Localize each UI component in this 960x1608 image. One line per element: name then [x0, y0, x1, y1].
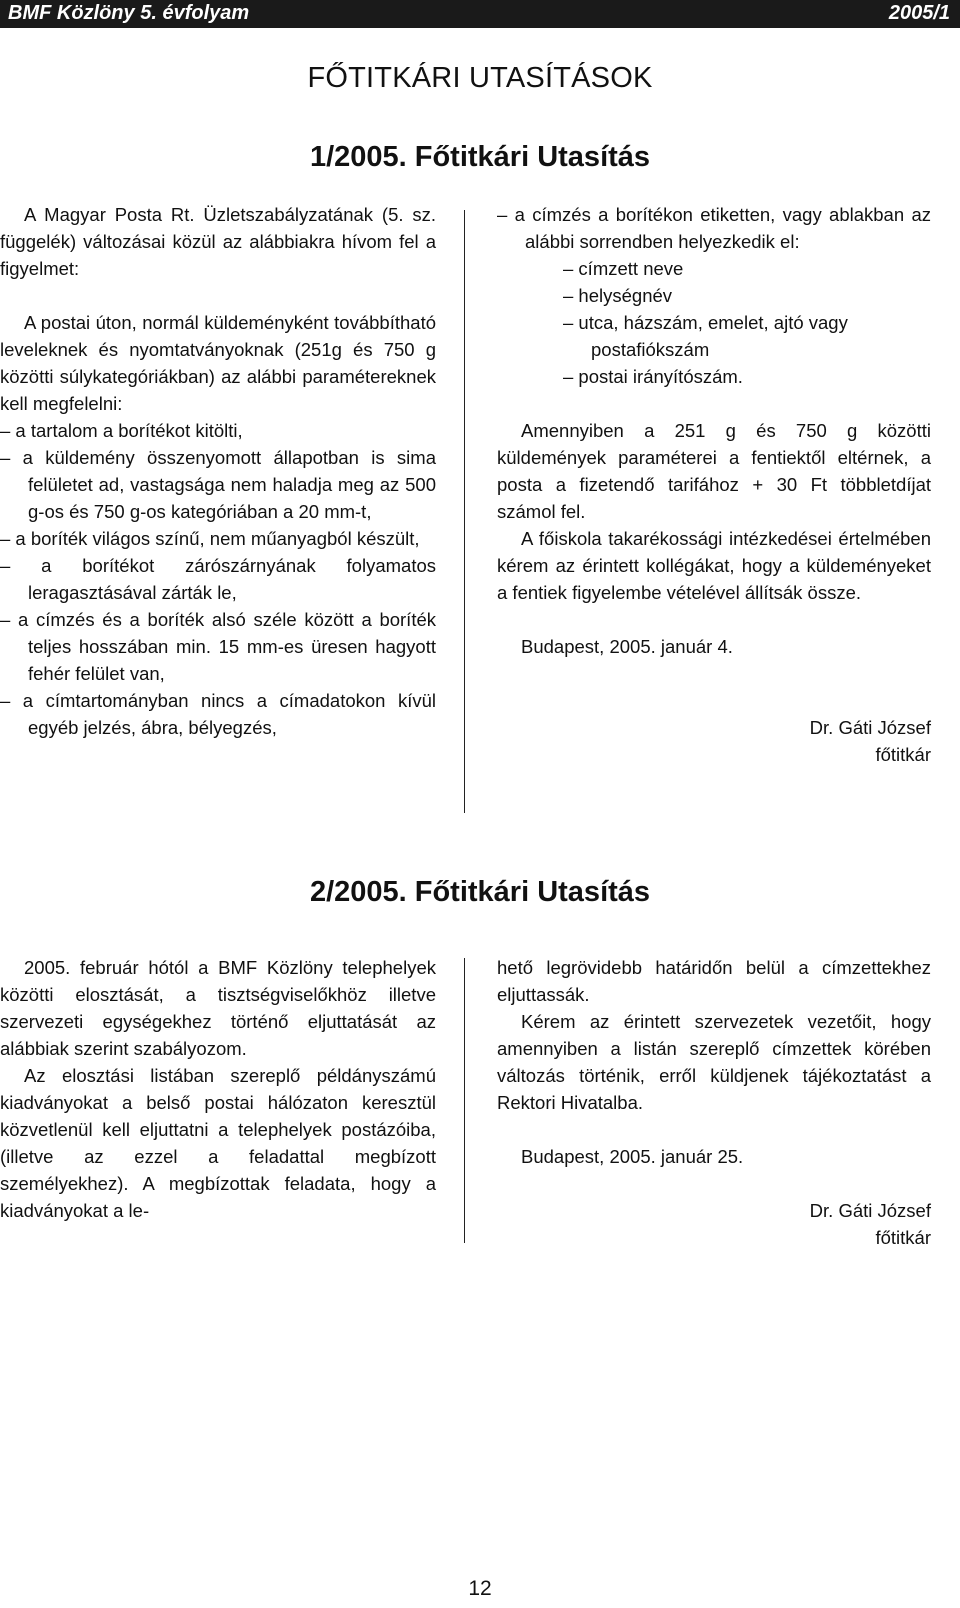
doc1-list-item: – a címzés és a boríték alsó széle között a boríték teljes hosszában min. 15 mm-es üresen hagyott fehér felület van,: [0, 609, 436, 684]
doc1-list-item: – a címtartományban nincs a címadatokon kívül egyéb jelzés, ábra, bélyegzés,: [0, 690, 436, 738]
doc1-address-subitem: – címzett neve: [563, 258, 684, 279]
doc1-title: 1/2005. Főtitkári Utasítás: [309, 141, 651, 173]
section-title: FŐTITKÁRI UTASÍTÁSOK: [307, 62, 653, 94]
page-header: [0, 0, 960, 28]
doc1-right-column: [497, 201, 931, 768]
doc1-left-column: [0, 201, 436, 741]
doc2-para1: 2005. február hótól a BMF Közlöny telephelyek közötti elosztását, a tisztségviselőkhöz illetve szervezeti egységekhez történő eljuttatását az alábbiak szerint szabályozom.: [0, 957, 436, 1059]
doc1-signer: Dr. Gáti József: [809, 717, 931, 738]
doc1-list-item: – a küldemény összenyomott állapotban is sima felületet ad, vastagsága nem haladja meg az 500 g-os és 750 g-os kategóriában a 20 mm-t,: [0, 447, 436, 522]
doc1-list-item: – a boríték világos színű, nem műanyagból készült,: [0, 528, 420, 549]
doc2-title: 2/2005. Főtitkári Utasítás: [309, 876, 651, 908]
doc1-surcharge-para: Amennyiben a 251 g és 750 g közötti küldemények paraméterei a fentiektől eltérnek, a posta a fizetendő tarifához + 30 Ft többletdíjat számol fel.: [497, 420, 931, 522]
doc2-date: Budapest, 2005. január 25.: [521, 1146, 744, 1167]
doc2-para2: Az elosztási listában szereplő példányszámú kiadványokat a belső postai hálózaton keresztül közvetlenül kell eljuttatni a telephelyek postázóiba, (illetve az ezzel a feladattal megbízott személyekhez). A megbízottak feladata, hogy a kiadványokat a le-: [0, 1065, 436, 1221]
doc1-role: főtitkár: [875, 744, 931, 765]
issue-number: 2005/1: [888, 2, 950, 24]
doc1-address-subitem: – postai irányítószám.: [563, 366, 743, 387]
doc1-date: Budapest, 2005. január 4.: [521, 636, 733, 657]
page-number: 12: [468, 1577, 492, 1600]
journal-title: BMF Közlöny 5. évfolyam: [8, 2, 250, 24]
doc2-para1-continued: hető legrövidebb határidőn belül a címzettekhez eljuttassák.: [497, 957, 931, 1005]
doc2-signer: Dr. Gáti József: [809, 1200, 931, 1221]
doc1-list-item: – a borítékot zárószárnyának folyamatos leragasztásával zárták le,: [0, 555, 436, 603]
doc1-address-subitem: – helységnév: [563, 285, 673, 306]
doc1-address-item: – a címzés a borítékon etiketten, vagy ablakban az alábbi sorrendben helyezkedik el:: [497, 204, 931, 252]
doc1-para: A postai úton, normál küldeményként továbbítható leveleknek és nyomtatványoknak (251g és 750 g közötti súlykategóriákban) az alábbi paramétereknek kell megfelelni:: [0, 312, 436, 414]
doc1-savings-para: A főiskola takarékossági intézkedései értelmében kérem az érintett kollégákat, hogy a küldeményeket a fentiek figyelembe vételével állítsák össze.: [497, 528, 931, 603]
doc2-role: főtitkár: [875, 1227, 931, 1248]
doc1-list-item: – a tartalom a borítékot kitölti,: [0, 420, 243, 441]
doc2-right-column: [497, 954, 931, 1251]
column-divider: [464, 210, 465, 813]
doc1-address-subitem: postafiókszám: [591, 339, 710, 360]
doc1-intro: A Magyar Posta Rt. Üzletszabályzatának (5. sz. függelék) változásai közül az alábbiakra hívom fel a figyelmet:: [0, 204, 436, 279]
column-divider: [464, 958, 465, 1243]
doc2-para2: Kérem az érintett szervezetek vezetőit, hogy amennyiben a listán szereplő címzettek körében változás történik, erről küldjenek tájékoztatást a Rektori Hivatalba.: [497, 1011, 931, 1113]
doc1-address-subitem: – utca, házszám, emelet, ajtó vagy: [563, 312, 848, 333]
doc2-left-column: [0, 954, 436, 1224]
